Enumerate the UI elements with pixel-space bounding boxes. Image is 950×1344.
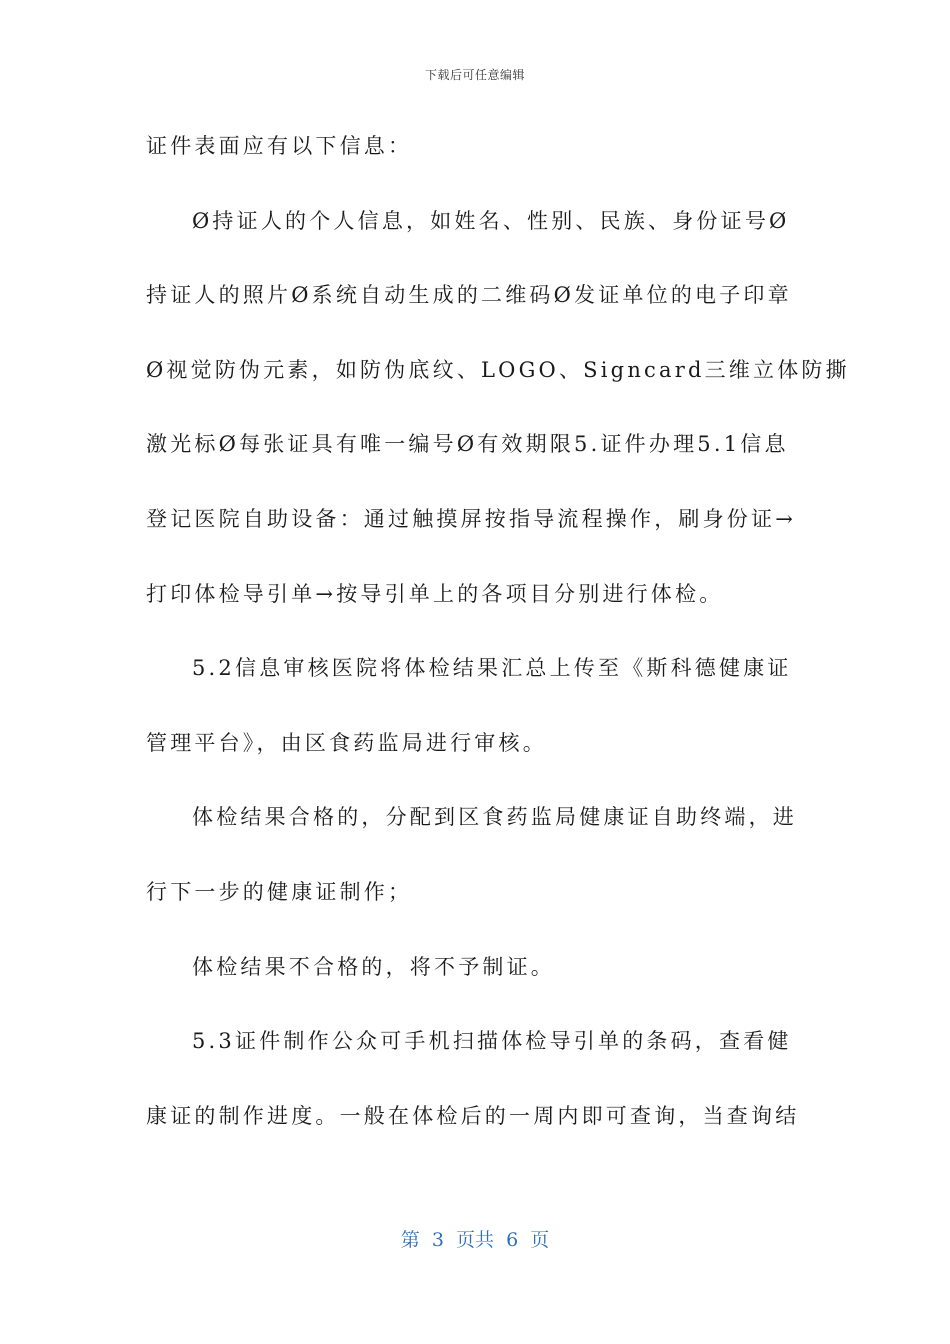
paragraph-line: 体检结果合格的，分配到区食药监局健康证自助终端，进 <box>192 805 797 830</box>
paragraph-line: 证件表面应有以下信息： <box>146 134 413 158</box>
paragraph-line: 康证的制作进度。一般在体检后的一周内即可查询，当查询结 <box>146 1103 800 1128</box>
paragraph-line: 5.3证件制作公众可手机扫描体检导引单的条码，查看健 <box>192 1029 792 1054</box>
paragraph-line: 行下一步的健康证制作； <box>146 879 413 904</box>
page-number-text: 第 3 页共 6 页 <box>400 1229 550 1251</box>
paragraph-line: Ø持证人的个人信息，如姓名、性别、民族、身份证号Ø <box>192 208 790 233</box>
paragraph-line: 激光标Ø每张证具有唯一编号Ø有效期限5.证件办理5.1信息 <box>146 432 789 457</box>
paragraph-line: 5.2信息审核医院将体检结果汇总上传至《斯科德健康证 <box>192 656 792 681</box>
paragraph-line: Ø视觉防伪元素，如防伪底纹、LOGO、Signcard三维立体防撕 <box>146 357 850 382</box>
document-body <box>146 128 850 1172</box>
paragraph-line: 登记医院自助设备：通过触摸屏按指导流程操作，刷身份证→ <box>146 506 796 531</box>
paragraph-line: 打印体检导引单→按导引单上的各项目分别进行体检。 <box>146 581 724 606</box>
page-header: 下载后可任意编辑 <box>424 68 525 82</box>
paragraph-line: 体检结果不合格的，将不予制证。 <box>192 954 555 979</box>
paragraph-line: 持证人的照片Ø系统自动生成的二维码Ø发证单位的电子印章 <box>146 283 792 308</box>
page-number-footer <box>0 1225 950 1252</box>
paragraph-line: 管理平台》，由区食药监局进行审核。 <box>146 730 547 755</box>
